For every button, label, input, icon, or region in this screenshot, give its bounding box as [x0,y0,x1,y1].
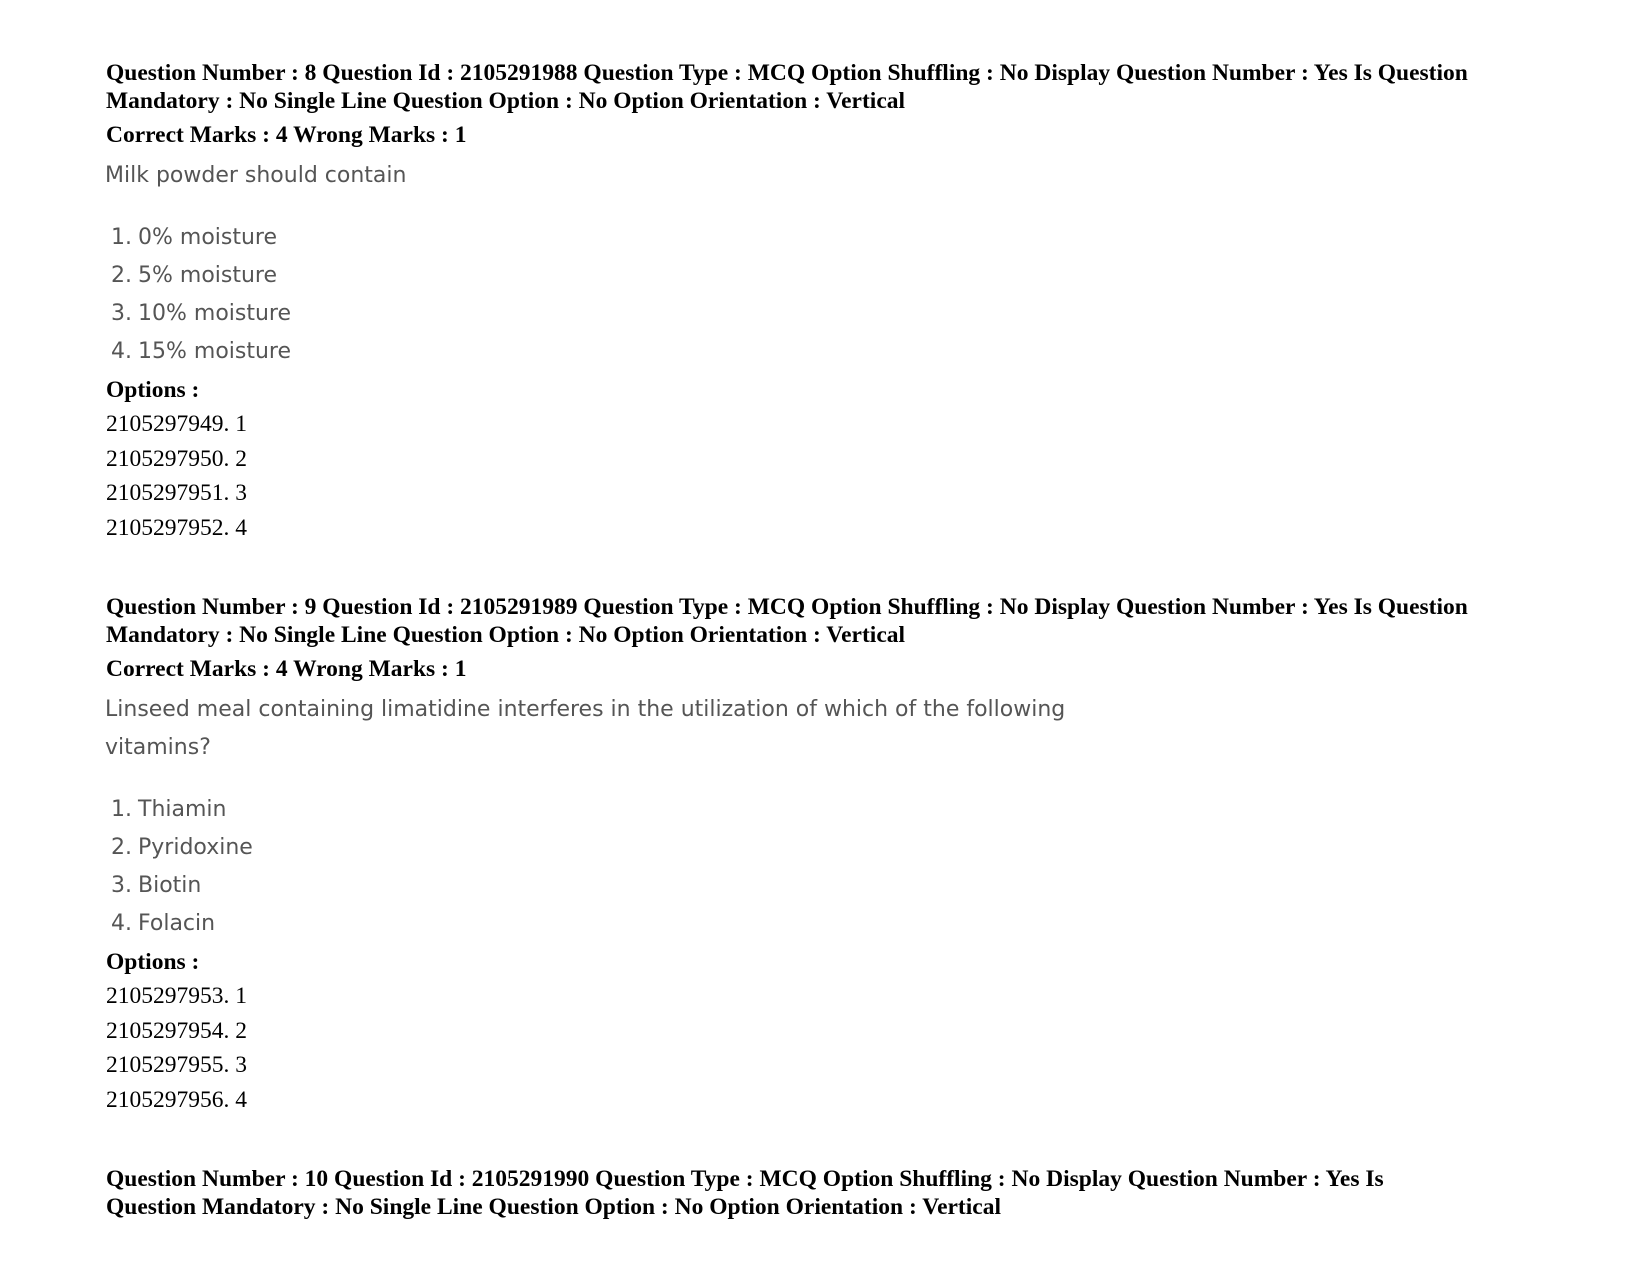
question-9-metadata [106,593,1586,649]
options-heading: Options : [106,949,200,975]
choice-item: 2. Pyridoxine [111,835,253,860]
question-text: vitamins? [105,735,211,760]
question-text: Milk powder should contain [105,163,407,188]
question-8-body [105,157,406,371]
metadata-line: Mandatory : No Single Line Question Option : No Option Orientation : Vertical [106,622,906,648]
option-id-item: 2105297949. 1 [106,411,247,437]
option-id-item: 2105297951. 3 [106,480,247,506]
option-id-item: 2105297952. 4 [106,514,247,541]
choice-item: 3. Biotin [111,873,202,898]
metadata-line: Question Number : 8 Question Id : 2105291988 Question Type : MCQ Option Shuffling : No Display Question Number : Yes Is Question [106,60,1468,86]
option-id-item: 2105297954. 2 [106,1017,247,1044]
choice-item: 4. Folacin [111,911,216,936]
question-9-body [105,691,1065,943]
question-8-metadata [106,59,1586,115]
question-9-marks: Correct Marks : 4 Wrong Marks : 1 [106,656,467,682]
option-id-list [106,979,247,1117]
option-id-item: 2105297953. 1 [106,983,247,1009]
question-10-metadata [106,1165,1586,1221]
choice-list [111,219,406,371]
metadata-line: Question Number : 10 Question Id : 2105291990 Question Type : MCQ Option Shuffling : No Display Question Number : Yes Is [106,1166,1384,1192]
choice-item: 4. 15% moisture [111,339,292,364]
option-id-item: 2105297955. 3 [106,1052,247,1078]
choice-item: 3. 10% moisture [111,301,292,326]
option-id-item: 2105297950. 2 [106,445,247,472]
metadata-line: Question Number : 9 Question Id : 2105291989 Question Type : MCQ Option Shuffling : No Display Question Number : Yes Is Question [106,594,1468,620]
options-heading: Options : [106,377,200,403]
question-8-marks: Correct Marks : 4 Wrong Marks : 1 [106,122,467,148]
choice-list [111,791,1065,943]
metadata-line: Question Mandatory : No Single Line Question Option : No Option Orientation : Vertical [106,1194,1001,1220]
option-id-list [106,407,247,545]
option-id-item: 2105297956. 4 [106,1086,247,1113]
metadata-line: Mandatory : No Single Line Question Option : No Option Orientation : Vertical [106,88,906,114]
question-text: Linseed meal containing limatidine interferes in the utilization of which of the following [105,697,1066,722]
choice-item: 1. 0% moisture [111,225,278,250]
choice-item: 1. Thiamin [111,797,227,822]
choice-item: 2. 5% moisture [111,263,278,288]
